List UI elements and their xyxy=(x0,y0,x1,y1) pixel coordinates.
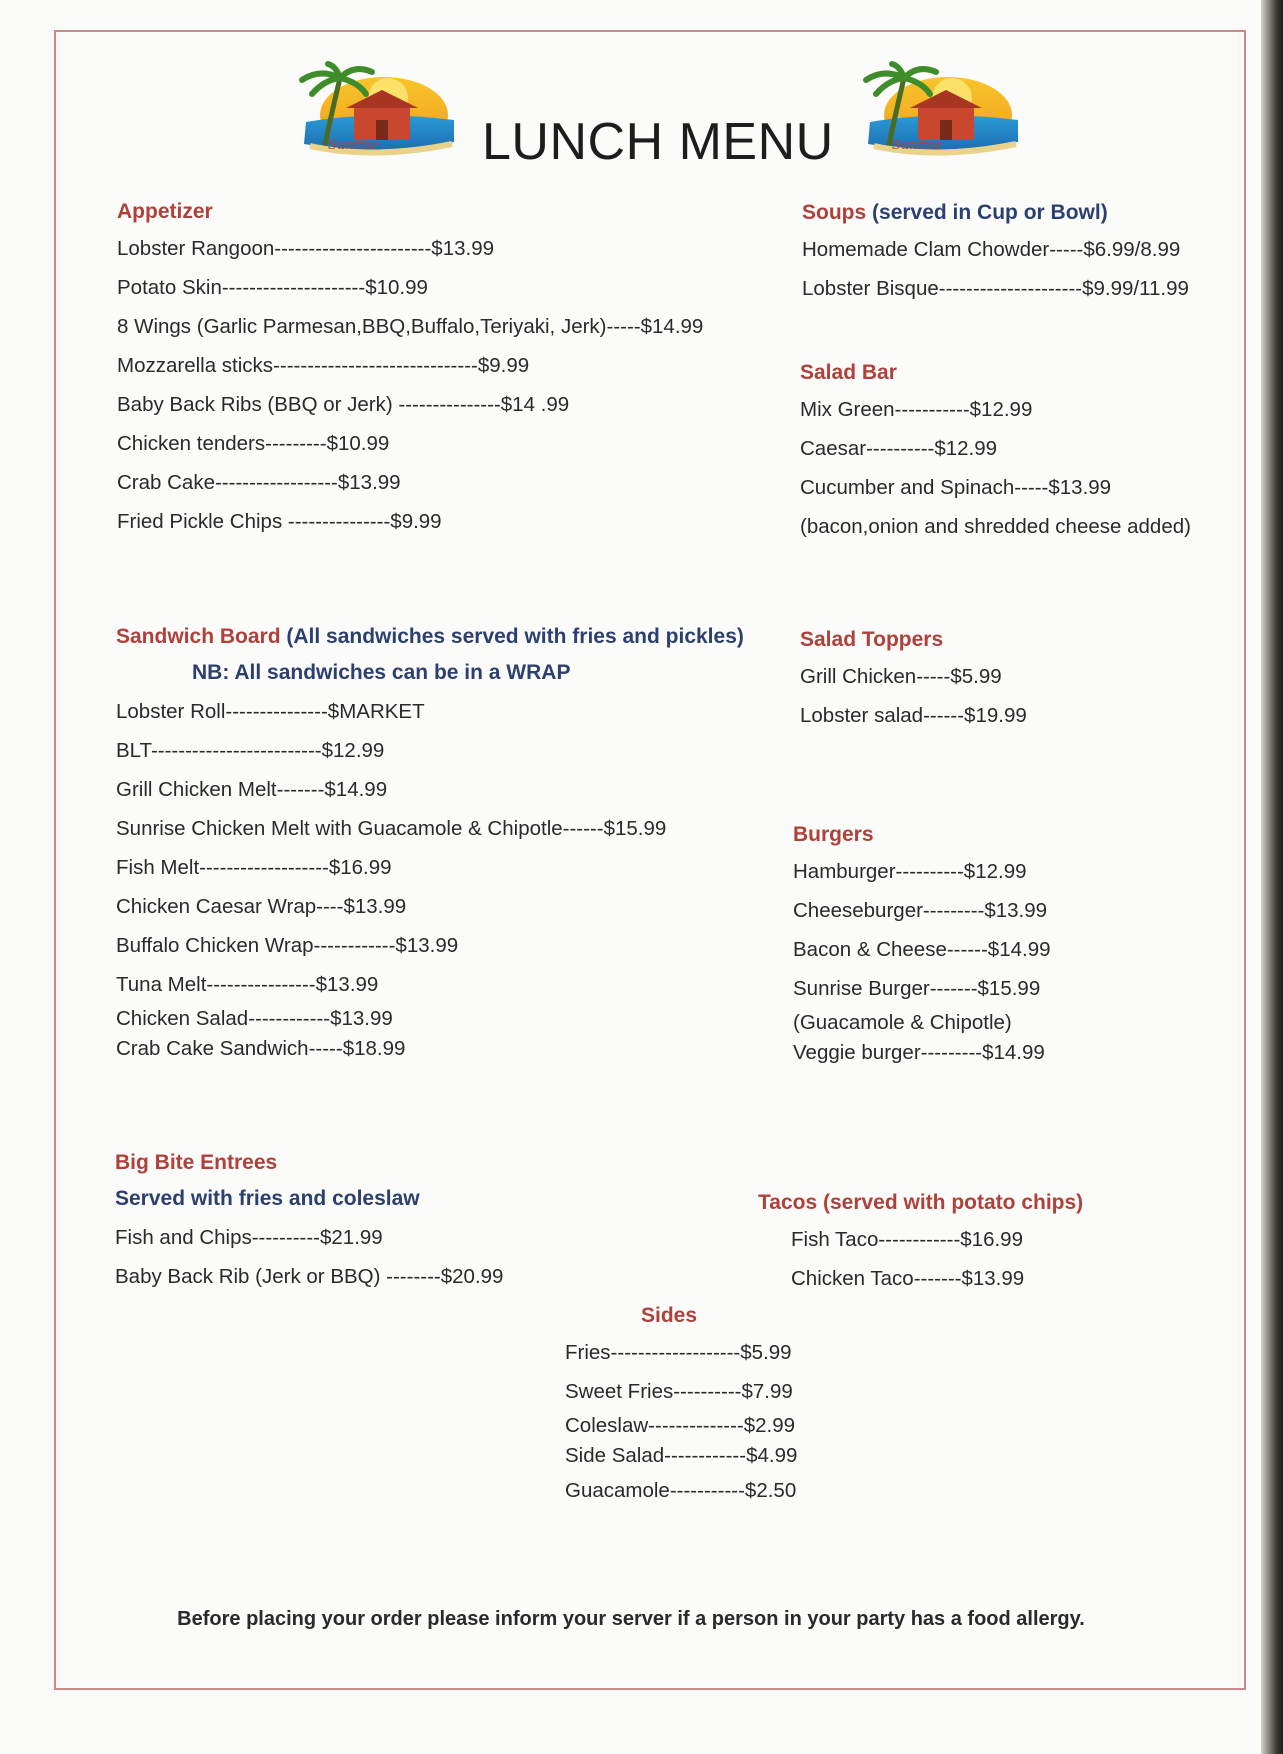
big-bite-heading: Big Bite Entrees xyxy=(115,1151,278,1174)
tacos-section xyxy=(758,1186,1083,1298)
menu-item: Crab Cake Sandwich-----$18.99 xyxy=(116,1037,406,1060)
menu-item: Fried Pickle Chips ---------------$9.99 xyxy=(117,510,442,533)
menu-item: Chicken Taco-------$13.99 xyxy=(791,1267,1025,1290)
menu-item: Mozzarella sticks------------------------------$9.99 xyxy=(117,354,530,377)
menu-item: Chicken Salad------------$13.99 xyxy=(116,1007,393,1030)
restaurant-logo-left xyxy=(284,60,460,175)
big-bite-note: Served with fries and coleslaw xyxy=(115,1187,420,1210)
tacos-heading: Tacos (served with potato chips) xyxy=(758,1191,1084,1214)
menu-item: Baby Back Ribs (BBQ or Jerk) ---------------$14 .99 xyxy=(117,393,570,416)
logo-text: Sunrise xyxy=(328,138,379,153)
salad-bar-section xyxy=(800,356,1191,546)
appetizer-section xyxy=(117,195,703,541)
menu-item: Potato Skin---------------------$10.99 xyxy=(117,276,428,299)
menu-item: Guacamole-----------$2.50 xyxy=(565,1479,797,1502)
page-title: LUNCH MENU xyxy=(482,113,834,171)
menu-item: Cucumber and Spinach-----$13.99 xyxy=(800,476,1112,499)
menu-item: Bacon & Cheese------$14.99 xyxy=(793,938,1051,961)
menu-item: Cheeseburger---------$13.99 xyxy=(793,899,1048,922)
menu-item: Lobster Rangoon-----------------------$13.99 xyxy=(117,237,494,260)
menu-item: Grill Chicken Melt-------$14.99 xyxy=(116,778,388,801)
menu-item: Tuna Melt----------------$13.99 xyxy=(116,973,379,996)
sandwich-board-heading-label: Sandwich Board xyxy=(116,625,281,648)
menu-item: Chicken Caesar Wrap----$13.99 xyxy=(116,895,407,918)
palm-sunset-logo-icon xyxy=(848,60,1024,175)
sides-section xyxy=(565,1299,797,1510)
menu-item: Caesar----------$12.99 xyxy=(800,437,998,460)
restaurant-logo-right xyxy=(848,60,1024,175)
salad-toppers-heading: Salad Toppers xyxy=(800,628,944,651)
menu-item: Lobster Roll---------------$MARKET xyxy=(116,700,425,723)
menu-item: Fish Taco------------$16.99 xyxy=(791,1228,1023,1251)
soups-heading xyxy=(802,196,1189,230)
sandwich-board-heading xyxy=(116,620,744,654)
burgers-heading: Burgers xyxy=(793,823,874,846)
burgers-section xyxy=(793,818,1051,1068)
menu-item: Lobster Bisque---------------------$9.99/11.99 xyxy=(802,277,1189,300)
menu-item: Sweet Fries----------$7.99 xyxy=(565,1380,793,1403)
menu-item: BLT-------------------------$12.99 xyxy=(116,739,385,762)
menu-item: Grill Chicken-----$5.99 xyxy=(800,665,1002,688)
sandwich-board-section xyxy=(116,620,744,1064)
salad-toppers-section xyxy=(800,623,1027,735)
menu-item: 8 Wings (Garlic Parmesan,BBQ,Buffalo,Teriyaki, Jerk)-----$14.99 xyxy=(117,315,704,338)
photo-edge xyxy=(1261,0,1283,1754)
menu-item-note: (Guacamole & Chipotle) xyxy=(793,1011,1012,1034)
logo-text: Sunrise xyxy=(892,138,943,153)
menu-item: Veggie burger---------$14.99 xyxy=(793,1041,1045,1064)
menu-item: Buffalo Chicken Wrap------------$13.99 xyxy=(116,934,459,957)
menu-item: Chicken tenders---------$10.99 xyxy=(117,432,390,455)
big-bite-section xyxy=(115,1146,503,1296)
soups-section xyxy=(802,196,1189,308)
menu-item: Baby Back Rib (Jerk or BBQ) --------$20.99 xyxy=(115,1265,504,1288)
soups-heading-label: Soups xyxy=(802,201,867,224)
menu-item: Crab Cake------------------$13.99 xyxy=(117,471,401,494)
sandwich-board-note: (All sandwiches served with fries and pickles) xyxy=(286,625,744,648)
menu-item: Sunrise Chicken Melt with Guacamole & Chipotle------$15.99 xyxy=(116,817,667,840)
menu-item: Hamburger----------$12.99 xyxy=(793,860,1027,883)
menu-item: Fish Melt-------------------$16.99 xyxy=(116,856,392,879)
appetizer-heading: Appetizer xyxy=(117,200,213,223)
menu-item: Side Salad------------$4.99 xyxy=(565,1444,798,1467)
menu-item: Fish and Chips----------$21.99 xyxy=(115,1226,383,1249)
menu-item: Fries-------------------$5.99 xyxy=(565,1341,792,1364)
salad-bar-heading: Salad Bar xyxy=(800,361,897,384)
sandwich-wrap-note: NB: All sandwiches can be in a WRAP xyxy=(192,661,571,684)
menu-item: Homemade Clam Chowder-----$6.99/8.99 xyxy=(802,238,1181,261)
menu-item: Coleslaw--------------$2.99 xyxy=(565,1414,796,1437)
allergy-notice: Before placing your order please inform your server if a person in your party has a food allergy. xyxy=(177,1608,1085,1630)
menu-item: Sunrise Burger-------$15.99 xyxy=(793,977,1041,1000)
menu-item: Lobster salad------$19.99 xyxy=(800,704,1027,727)
sides-heading: Sides xyxy=(641,1304,698,1327)
menu-item-note: (bacon,onion and shredded cheese added) xyxy=(800,515,1191,538)
soups-note: (served in Cup or Bowl) xyxy=(872,201,1108,224)
palm-sunset-logo-icon xyxy=(284,60,460,175)
menu-item: Mix Green-----------$12.99 xyxy=(800,398,1033,421)
